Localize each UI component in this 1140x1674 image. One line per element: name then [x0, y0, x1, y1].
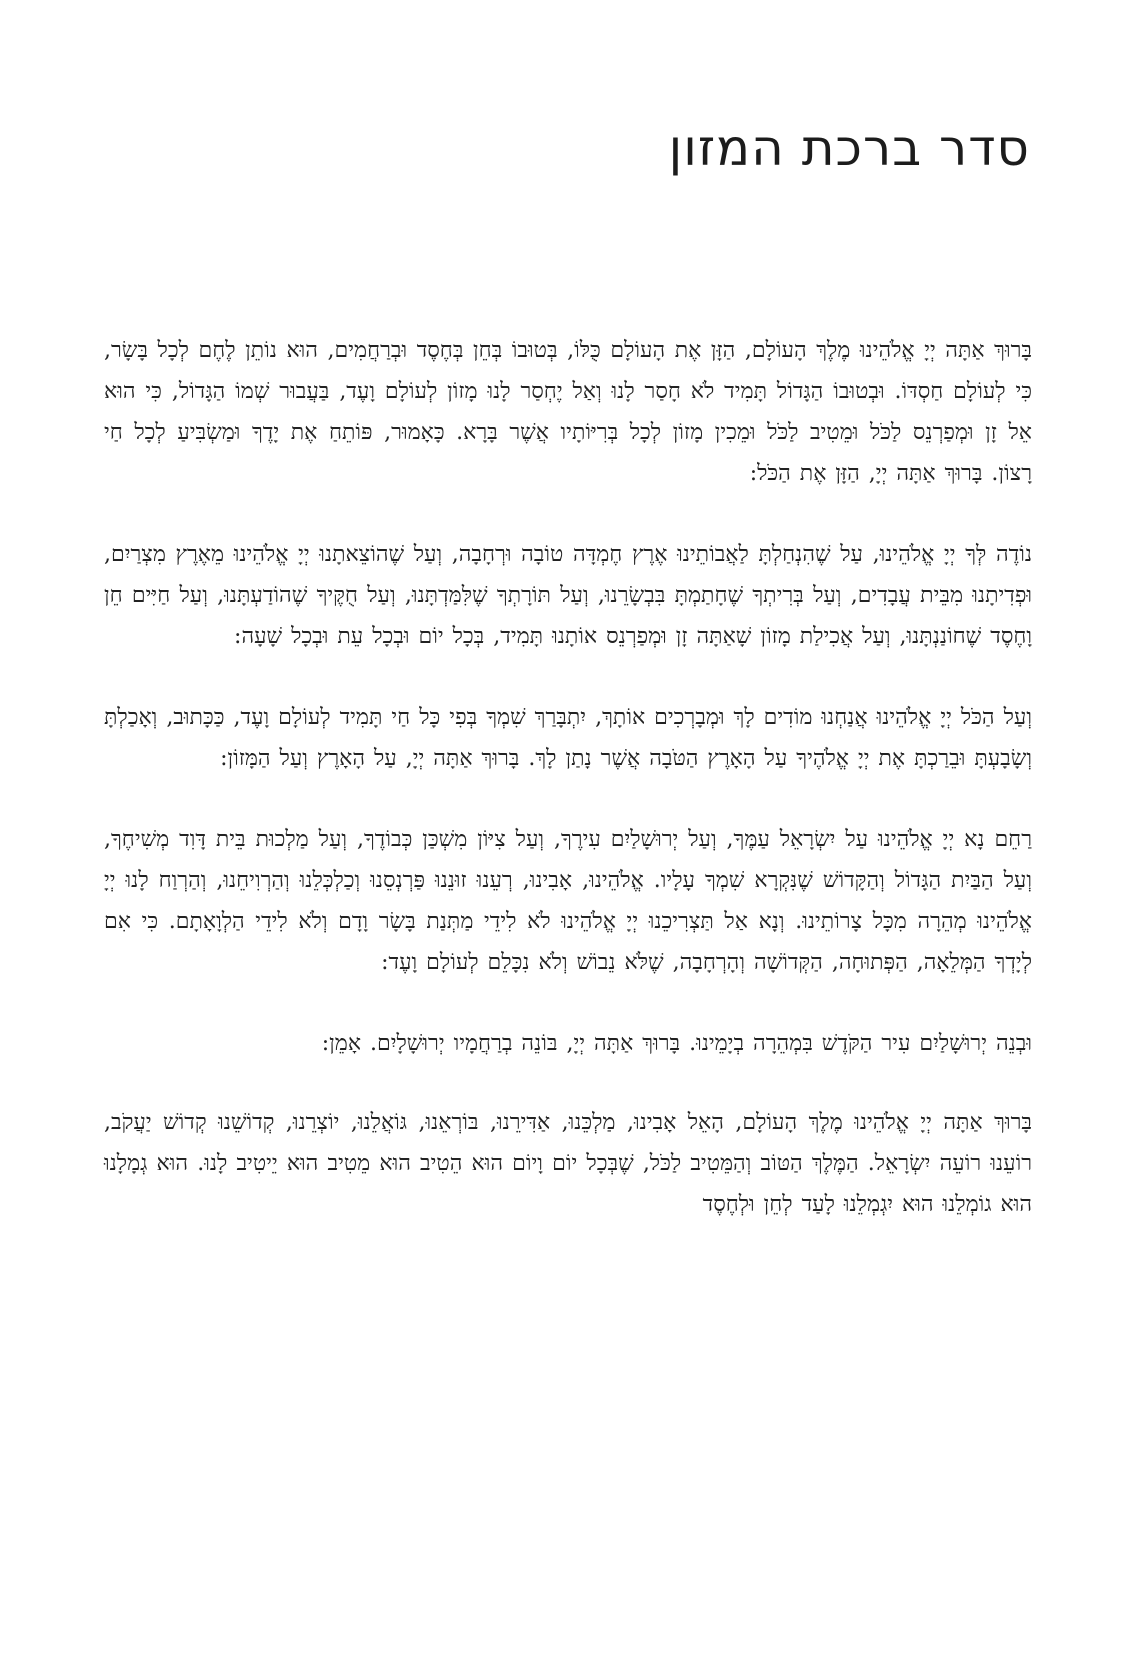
paragraph-nodeh: נוֹדֶה לְּךָ יְיָ אֱלֹהֵינוּ, עַל שֶׁהִנְחַלְתָּ לַאֲבוֹתֵינוּ אֶרֶץ חֶמְדָּה טוֹבָה וּרְחָבָה, וְעַל שֶׁהוֹצֵאתָנוּ יְיָ אֱלֹהֵינוּ מֵאֶרֶץ מִצְרַיִם, וּפְדִיתָנוּ מִבֵּית עֲבָדִים, וְעַל בְּרִיתְךָ שֶׁחָתַמְתָּ בִּבְשָׂרֵנוּ, וְעַל תּוֹרָתְךָ שֶׁלִּמַּדְתָּנוּ, וְעַל חֻקֶּיךָ שֶׁהוֹדַעְתָּנוּ, וְעַל חַיִּים חֵן וָחֶסֶד שֶׁחוֹנַנְתָּנוּ, וְעַל אֲכִילַת מָזוֹן שָׁאַתָּה זָן וּמְפַרְנֵס אוֹתָנוּ תָּמִיד, בְּכָל יוֹם וּבְכָל עֵת וּבְכָל שָׁעָה: — [104, 542, 1032, 649]
paragraph-hazan: בָּרוּךְ אַתָּה יְיָ אֱלֹהֵינוּ מֶלֶךְ הָעוֹלָם, הַזָּן אֶת הָעוֹלָם כֻּלּוֹ, בְּטוּבוֹ בְּחֵן בְּחֶסֶד וּבְרַחֲמִים, הוּא נוֹתֵן לֶחֶם לְכָל בָּשָׂר, כִּי לְעוֹלָם חַסְדּוֹ. וּבְטוּבוֹ הַגָּדוֹל תָּמִיד לֹא חָסַר לָנוּ וְאַל יֶחְסַר לָנוּ מָזוֹן לְעוֹלָם וָעֶד, בַּעֲבוּר שְׁמוֹ הַגָּדוֹל, כִּי הוּא אֵל זָן וּמְפַרְנֵס לַכֹּל וּמֵטִיב לַכֹּל וּמֵכִין מָזוֹן לְכָל בְּרִיּוֹתָיו אֲשֶׁר בָּרָא. כָּאָמוּר, פּוֹתֵחַ אֶת יָדֶךָ וּמַשְׂבִּיעַ לְכָל חַי רָצוֹן. בָּרוּךְ אַתָּה יְיָ, הַזָּן אֶת הַכֹּל: — [104, 338, 1032, 486]
paragraph-rachem: רַחֵם נָא יְיָ אֱלֹהֵינוּ עַל יִשְׂרָאֵל עַמֶּךָ, וְעַל יְרוּשָׁלַיִם עִירֶךָ, וְעַל צִיּוֹן מִשְׁכַּן כְּבוֹדֶךָ, וְעַל מַלְכוּת בֵּית דָּוִד מְשִׁיחֶךָ, וְעַל הַבַּיִת הַגָּדוֹל וְהַקָּדוֹשׁ שֶׁנִּקְרָא שִׁמְךָ עָלָיו. אֱלֹהֵינוּ, אָבִינוּ, רְעֵנוּ זוּנֵנוּ פַּרְנְסֵנוּ וְכַלְכְּלֵנוּ וְהַרְוִיחֵנוּ, וְהַרְוַח לָנוּ יְיָ אֱלֹהֵינוּ מְהֵרָה מִכָּל צָרוֹתֵינוּ. וְנָא אַל תַּצְרִיכֵנוּ יְיָ אֱלֹהֵינוּ לֹא לִידֵי מַתְּנַת בָּשָׂר וָדָם וְלֹא לִידֵי הַלְוָאָתָם. כִּי אִם לְיָדְךָ הַמְּלֵאָה, הַפְּתוּחָה, הַקְּדוֹשָׁה וְהָרְחָבָה, שֶׁלֹּא נֵבוֹשׁ וְלֹא נִכָּלֵם לְעוֹלָם וָעֶד: — [104, 827, 1032, 975]
document-body — [104, 330, 1032, 1265]
paragraph-hatov-vehameitiv: בָּרוּךְ אַתָּה יְיָ אֱלֹהֵינוּ מֶלֶךְ הָעוֹלָם, הָאֵל אָבִינוּ, מַלְכֵּנוּ, אַדִּירֵנוּ, בּוֹרְאֵנוּ, גּוֹאֲלֵנוּ, יוֹצְרֵנוּ, קְדוֹשֵׁנוּ קְדוֹשׁ יַעֲקֹב, רוֹעֵנוּ רוֹעֵה יִשְׂרָאֵל. הַמֶּלֶךְ הַטּוֹב וְהַמֵּטִיב לַכֹּל, שֶׁבְּכָל יוֹם וָיוֹם הוּא הֵטִיב הוּא מֵטִיב הוּא יֵיטִיב לָנוּ. הוּא גְמָלָנוּ הוּא גוֹמְלֵנוּ הוּא יִגְמְלֵנוּ לָעַד לְחֵן וּלְחֶסֶד — [104, 1110, 1032, 1217]
page-title: סדר ברכת המזון — [668, 119, 1030, 177]
paragraph-uvneh: וּבְנֵה יְרוּשָׁלַיִם עִיר הַקֹּדֶשׁ בִּמְהֵרָה בְיָמֵינוּ. בָּרוּךְ אַתָּה יְיָ, בּוֹנֵה בְרַחֲמָיו יְרוּשָׁלָיִם. אָמֵן: — [321, 1031, 1032, 1056]
paragraph-veal-hakol: וְעַל הַכֹּל יְיָ אֱלֹהֵינוּ אֲנַחְנוּ מוֹדִים לָךְ וּמְבָרְכִים אוֹתָךְ, יִתְבָּרַךְ שִׁמְךָ בְּפִי כָּל חַי תָּמִיד לְעוֹלָם וָעֶד, כַּכָּתוּב, וְאָכַלְתָּ וְשָׂבָעְתָּ וּבֵרַכְתָּ אֶת יְיָ אֱלֹהֶיךָ עַל הָאָרֶץ הַטֹּבָה אֲשֶׁר נָתַן לָךְ. בָּרוּךְ אַתָּה יְיָ, עַל הָאָרֶץ וְעַל הַמָּזוֹן: — [104, 705, 1032, 771]
